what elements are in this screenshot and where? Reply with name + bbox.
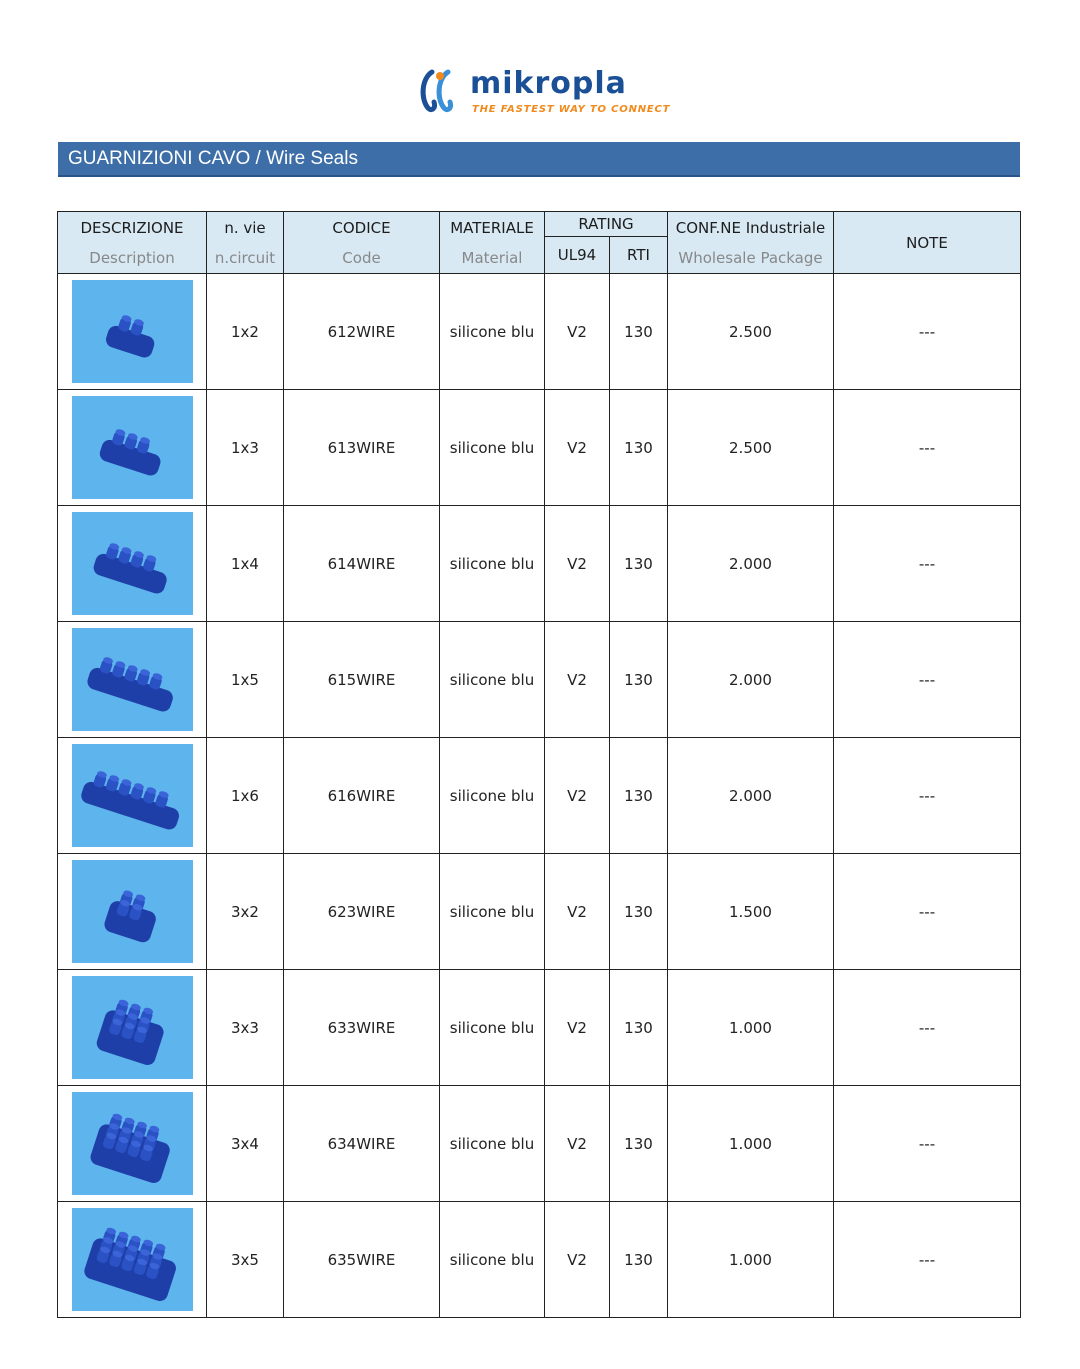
material-cell: silicone blu bbox=[440, 390, 545, 506]
product-photo bbox=[72, 1208, 193, 1311]
note-cell: --- bbox=[834, 1086, 1021, 1202]
product-code-cell: 615WIRE bbox=[284, 622, 440, 738]
table-row bbox=[58, 1086, 1021, 1202]
product-photo-cell bbox=[58, 390, 207, 506]
product-photo bbox=[72, 976, 193, 1079]
material-cell: silicone blu bbox=[440, 274, 545, 390]
product-code-cell: 612WIRE bbox=[284, 274, 440, 390]
ul94-cell: V2 bbox=[545, 738, 610, 854]
header-description: DESCRIZIONE Description bbox=[58, 212, 207, 274]
material-cell: silicone blu bbox=[440, 506, 545, 622]
package-qty-cell: 1.000 bbox=[668, 970, 834, 1086]
package-qty-cell: 2.000 bbox=[668, 738, 834, 854]
package-qty-cell: 2.000 bbox=[668, 506, 834, 622]
product-code-cell: 633WIRE bbox=[284, 970, 440, 1086]
ul94-cell: V2 bbox=[545, 506, 610, 622]
product-photo bbox=[72, 396, 193, 499]
ul94-cell: V2 bbox=[545, 622, 610, 738]
ul94-cell: V2 bbox=[545, 1086, 610, 1202]
brand-tagline: THE FASTEST WAY TO CONNECT bbox=[472, 104, 671, 115]
ul94-cell: V2 bbox=[545, 970, 610, 1086]
mikropla-logo-icon bbox=[418, 68, 466, 114]
circuit-count-cell: 3x5 bbox=[207, 1202, 284, 1318]
rti-cell: 130 bbox=[610, 390, 668, 506]
header-ul94: UL94 bbox=[545, 237, 610, 274]
product-photo-cell bbox=[58, 506, 207, 622]
product-code-cell: 635WIRE bbox=[284, 1202, 440, 1318]
product-photo bbox=[72, 628, 193, 731]
package-qty-cell: 2.500 bbox=[668, 274, 834, 390]
brand-name: mikropla bbox=[470, 66, 627, 101]
package-qty-cell: 2.500 bbox=[668, 390, 834, 506]
product-photo bbox=[72, 280, 193, 383]
material-cell: silicone blu bbox=[440, 854, 545, 970]
material-cell: silicone blu bbox=[440, 1086, 545, 1202]
header-material: MATERIALE Material bbox=[440, 212, 545, 274]
material-cell: silicone blu bbox=[440, 622, 545, 738]
ul94-cell: V2 bbox=[545, 854, 610, 970]
circuit-count-cell: 3x2 bbox=[207, 854, 284, 970]
table-row bbox=[58, 970, 1021, 1086]
table-row bbox=[58, 1202, 1021, 1318]
rti-cell: 130 bbox=[610, 854, 668, 970]
note-cell: --- bbox=[834, 390, 1021, 506]
circuit-count-cell: 1x3 bbox=[207, 390, 284, 506]
circuit-count-cell: 1x6 bbox=[207, 738, 284, 854]
package-qty-cell: 2.000 bbox=[668, 622, 834, 738]
table-row bbox=[58, 506, 1021, 622]
product-photo-cell bbox=[58, 622, 207, 738]
table-row bbox=[58, 738, 1021, 854]
product-table bbox=[57, 211, 1021, 1318]
circuit-count-cell: 1x2 bbox=[207, 274, 284, 390]
table-row bbox=[58, 622, 1021, 738]
ul94-cell: V2 bbox=[545, 1202, 610, 1318]
note-cell: --- bbox=[834, 274, 1021, 390]
product-photo bbox=[72, 744, 193, 847]
product-photo-cell bbox=[58, 1202, 207, 1318]
note-cell: --- bbox=[834, 622, 1021, 738]
rti-cell: 130 bbox=[610, 1202, 668, 1318]
rti-cell: 130 bbox=[610, 274, 668, 390]
circuit-count-cell: 1x4 bbox=[207, 506, 284, 622]
header-note: NOTE bbox=[834, 212, 1021, 274]
table-row bbox=[58, 274, 1021, 390]
rti-cell: 130 bbox=[610, 970, 668, 1086]
circuit-count-cell: 1x5 bbox=[207, 622, 284, 738]
product-photo-cell bbox=[58, 1086, 207, 1202]
note-cell: --- bbox=[834, 970, 1021, 1086]
header-package: CONF.NE Industriale Wholesale Package bbox=[668, 212, 834, 274]
package-qty-cell: 1.000 bbox=[668, 1202, 834, 1318]
product-photo-cell bbox=[58, 738, 207, 854]
circuit-count-cell: 3x4 bbox=[207, 1086, 284, 1202]
circuit-count-cell: 3x3 bbox=[207, 970, 284, 1086]
brand-logo bbox=[418, 66, 671, 122]
material-cell: silicone blu bbox=[440, 738, 545, 854]
rti-cell: 130 bbox=[610, 506, 668, 622]
ul94-cell: V2 bbox=[545, 274, 610, 390]
note-cell: --- bbox=[834, 854, 1021, 970]
ul94-cell: V2 bbox=[545, 390, 610, 506]
package-qty-cell: 1.000 bbox=[668, 1086, 834, 1202]
header-code: CODICE Code bbox=[284, 212, 440, 274]
product-photo bbox=[72, 512, 193, 615]
product-photo bbox=[72, 1092, 193, 1195]
material-cell: silicone blu bbox=[440, 1202, 545, 1318]
material-cell: silicone blu bbox=[440, 970, 545, 1086]
section-banner bbox=[58, 142, 1020, 177]
product-photo-cell bbox=[58, 274, 207, 390]
header-rating: RATING bbox=[545, 212, 668, 237]
table-row bbox=[58, 390, 1021, 506]
product-code-cell: 634WIRE bbox=[284, 1086, 440, 1202]
note-cell: --- bbox=[834, 506, 1021, 622]
package-qty-cell: 1.500 bbox=[668, 854, 834, 970]
note-cell: --- bbox=[834, 1202, 1021, 1318]
header-circuits: n. vie n.circuit bbox=[207, 212, 284, 274]
product-code-cell: 616WIRE bbox=[284, 738, 440, 854]
product-code-cell: 614WIRE bbox=[284, 506, 440, 622]
product-photo-cell bbox=[58, 854, 207, 970]
product-code-cell: 613WIRE bbox=[284, 390, 440, 506]
note-cell: --- bbox=[834, 738, 1021, 854]
section-title: GUARNIZIONI CAVO / Wire Seals bbox=[68, 148, 358, 169]
rti-cell: 130 bbox=[610, 622, 668, 738]
product-photo-cell bbox=[58, 970, 207, 1086]
rti-cell: 130 bbox=[610, 738, 668, 854]
table-body bbox=[58, 274, 1021, 1318]
rti-cell: 130 bbox=[610, 1086, 668, 1202]
header-rti: RTI bbox=[610, 237, 668, 274]
product-code-cell: 623WIRE bbox=[284, 854, 440, 970]
table-row bbox=[58, 854, 1021, 970]
product-photo bbox=[72, 860, 193, 963]
